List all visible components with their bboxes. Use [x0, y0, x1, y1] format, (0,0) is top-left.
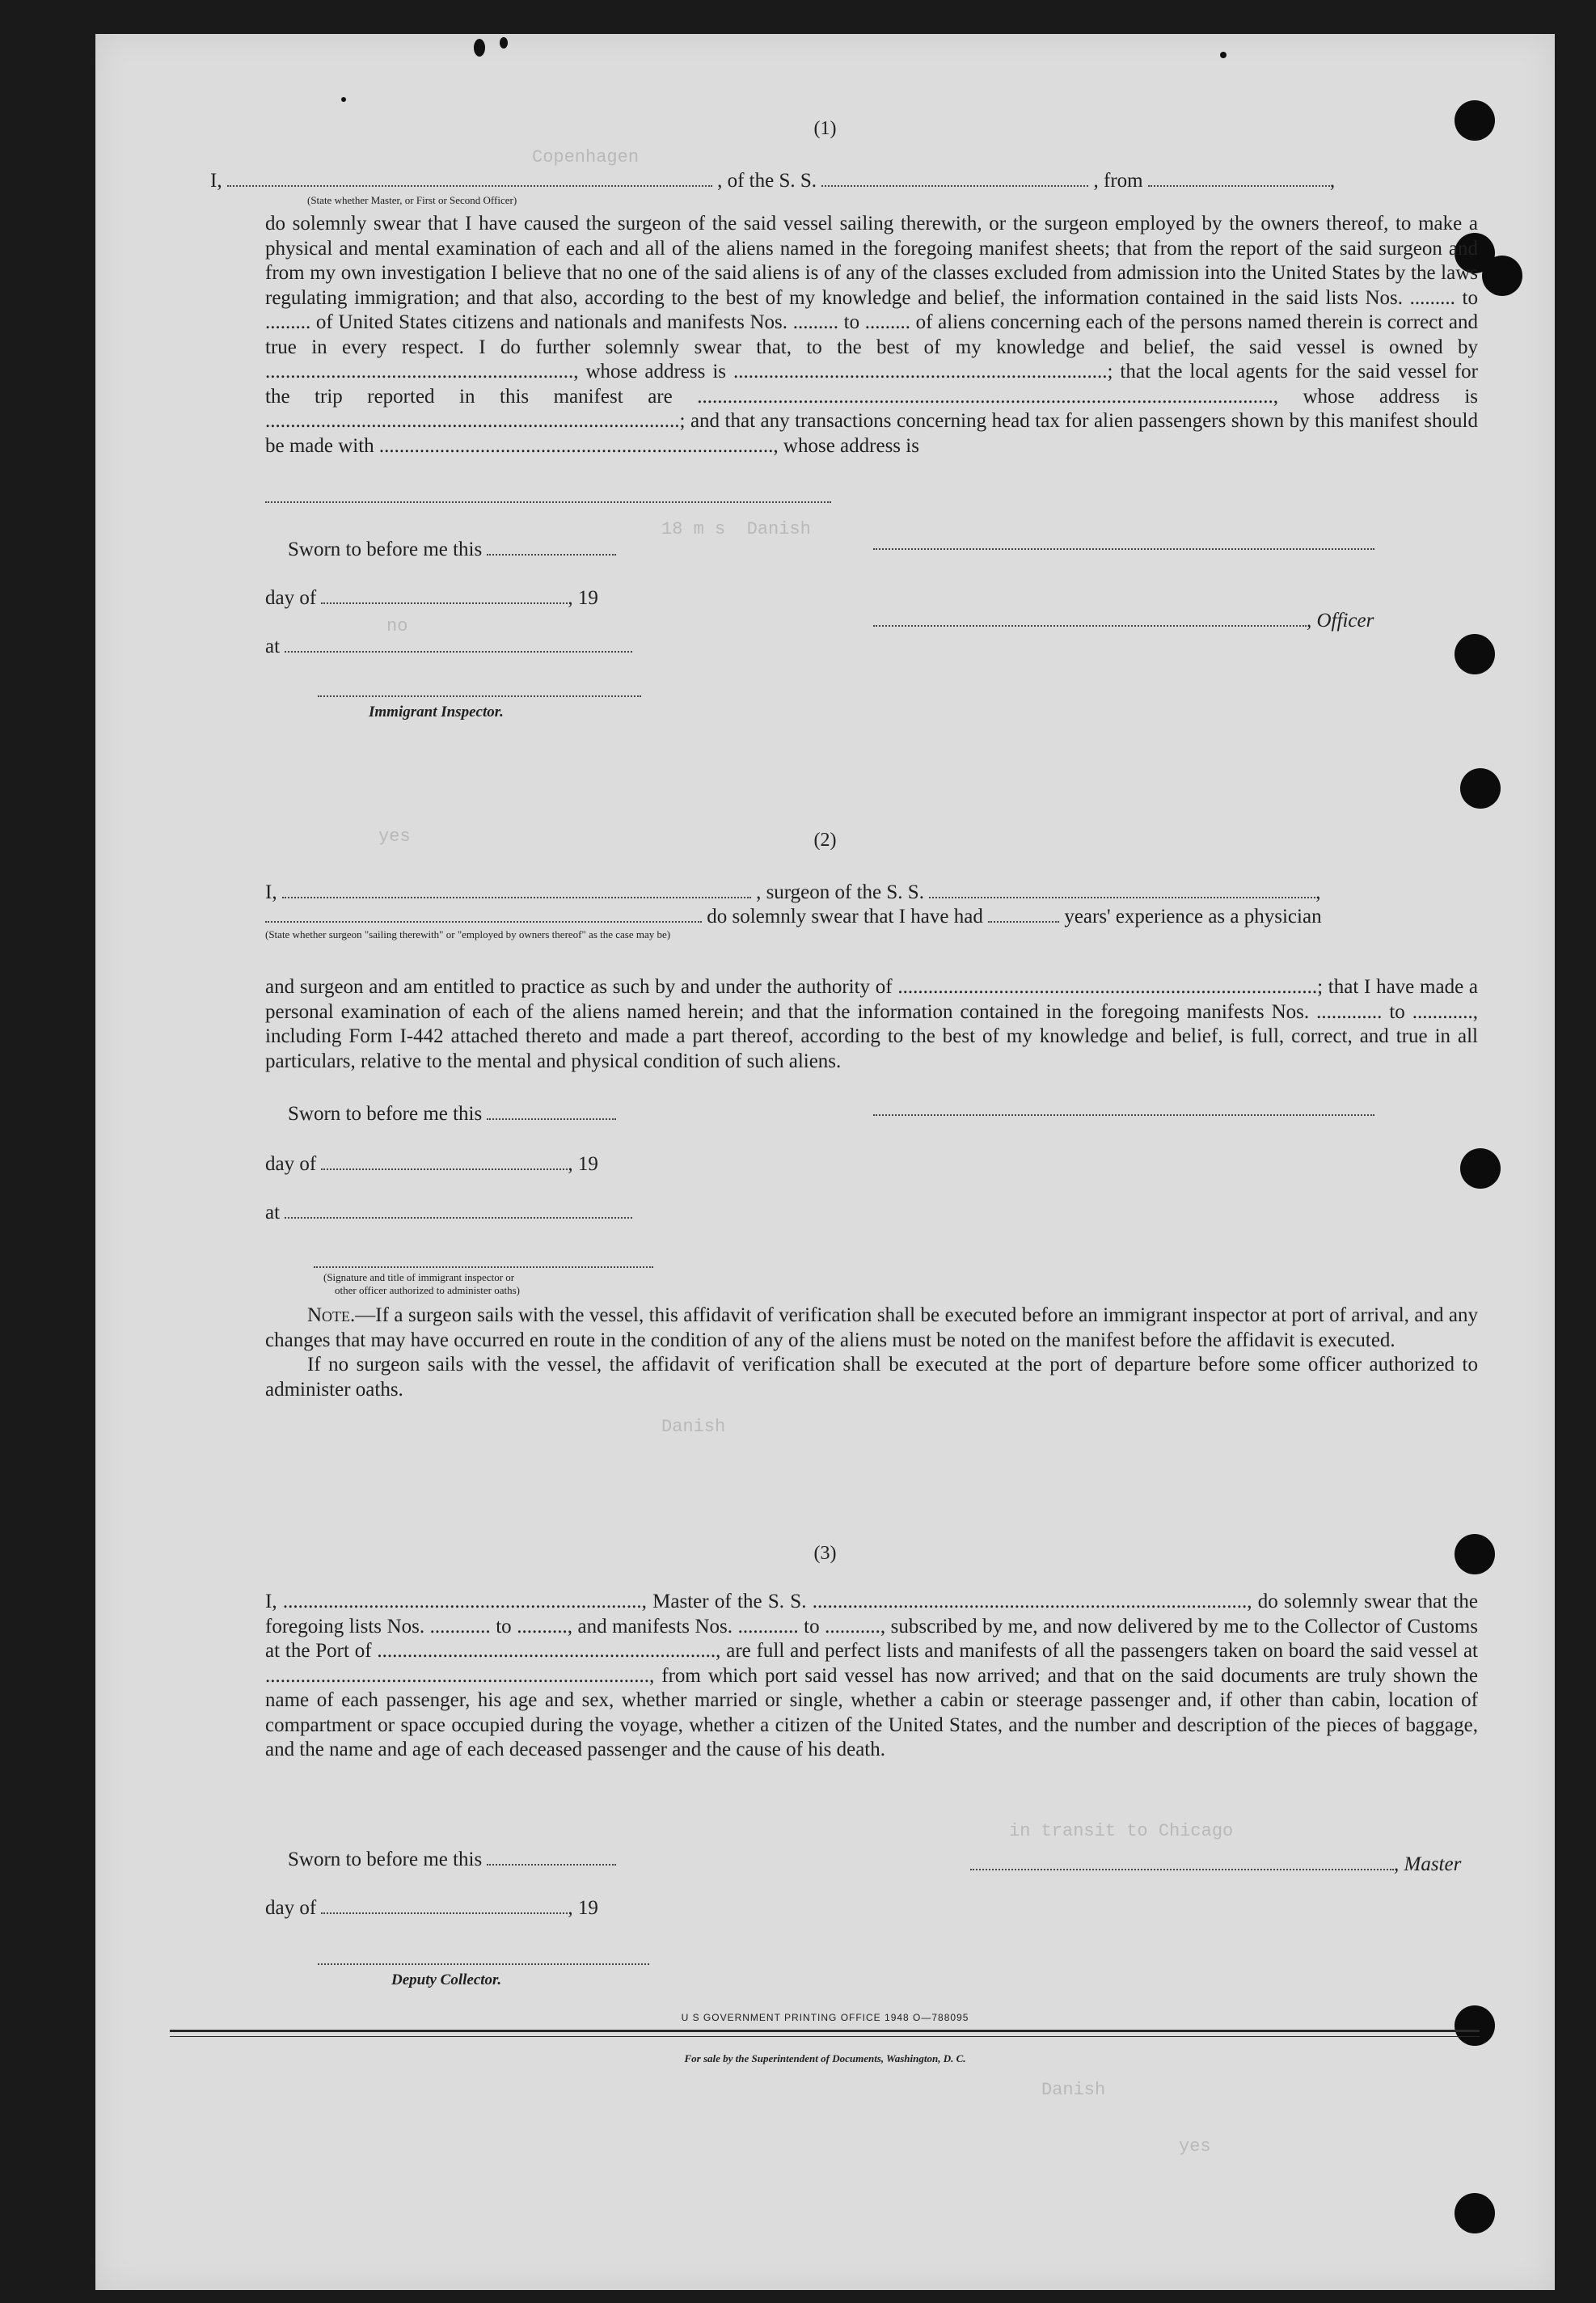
officer-blank	[873, 611, 1307, 627]
at-blank	[285, 636, 632, 653]
officer-line	[873, 610, 1374, 632]
paragraph: do solemnly swear that I have caused the surgeon of the said vessel sailing therewith, or the surgeon employed by the owners thereof, to make a physical and mental examination of each and all of the aliens named in the foregoing manifest sheets; that from the report of the said surgeon and from my own investigation I believe that no one of the said aliens is of any of the classes excluded from admission into the United States by the laws regulating immigration; and that also, according to the best of my knowledge and belief, the information contained in the said lists Nos. ......... to ......... of United States citizens and nationals and manifests Nos. ......... to ......... of aliens concerning each of the persons named therein is correct and true in every respect. I do further solemnly swear that, to the best of my knowledge and belief, the said vessel is owned by ............................................................., whose address is ..........................................................................; that the local agents for the said vessel for the trip reported in this manifest are .................................................................................................................., whose address is ..................................................................................; and that any transactions concerning head tax for alien passengers shown by this manifest should be made with .............................................................................., whose address is	[265, 213, 1478, 457]
day-of-label: day of	[265, 587, 317, 609]
surgeon-signature-line	[873, 1114, 1374, 1116]
section1-oath-text	[265, 212, 1478, 458]
sale-notice: For sale by the Superintendent of Documents, Washington, D. C.	[684, 2052, 966, 2064]
master-label: , Master	[1394, 1853, 1462, 1875]
sworn-line	[288, 539, 616, 561]
bleed-through-text: yes	[378, 826, 411, 847]
punctuation: ,	[1329, 170, 1336, 192]
day-of-label: day of	[265, 1897, 317, 1919]
year-label: , 19	[568, 587, 598, 609]
date-line	[265, 587, 598, 610]
experience-line	[265, 906, 1322, 928]
ink-speck	[1220, 52, 1227, 58]
bleed-through-text: no	[386, 616, 408, 636]
section3-oath-text	[265, 1590, 1478, 1763]
sworn-label: Sworn to before me this	[288, 1103, 483, 1125]
note-body: If no surgeon sails with the vessel, the affidavit of verification shall be executed at the port of departure before some officer authorized to administer oaths.	[265, 1354, 1478, 1401]
vessel-label: , of the S. S.	[717, 170, 817, 192]
punch-hole	[1455, 2193, 1495, 2233]
vessel-blank	[821, 171, 1088, 187]
surgeon-vessel-blank	[929, 882, 1315, 898]
note-paragraph	[265, 1304, 1478, 1353]
printing-office-line: U S GOVERNMENT PRINTING OFFICE 1948 O—788095	[681, 2012, 969, 2023]
experience-label: do solemnly swear that I have had	[707, 906, 983, 928]
field-caption: (State whether Master, or First or Second Officer)	[307, 194, 517, 206]
manifest-affidavit-page	[95, 34, 1555, 2290]
signature-line	[314, 1266, 653, 1268]
master-signature-line	[970, 1853, 1461, 1876]
officer-label: , Officer	[1307, 610, 1374, 632]
sworn-blank	[487, 1104, 616, 1120]
note-body: —If a surgeon sails with the vessel, this affidavit of verification shall be executed before an immigrant inspector at port of arrival, and any changes that may have occurred en route in the condition of any of the aliens must be noted on the manifest before the affidavit is executed.	[265, 1304, 1478, 1351]
sworn-line	[288, 1849, 616, 1871]
bleed-through-text: Danish	[661, 1417, 726, 1437]
sworn-label: Sworn to before me this	[288, 1849, 483, 1870]
ink-speck	[341, 97, 346, 102]
from-blank	[1148, 171, 1330, 187]
bleed-through-text: Danish	[1041, 2080, 1106, 2100]
at-blank	[285, 1202, 632, 1219]
ink-speck	[474, 39, 485, 57]
signature-caption: other officer authorized to administer oaths)	[335, 1284, 520, 1296]
deputy-title: Deputy Collector.	[391, 1971, 502, 1988]
ink-speck	[500, 37, 508, 49]
punch-hole	[1460, 768, 1501, 809]
note-paragraph	[265, 1353, 1478, 1402]
master-declaration-line	[210, 170, 1335, 192]
sworn-label: Sworn to before me this	[288, 539, 483, 560]
from-label: , from	[1093, 170, 1143, 192]
section2-oath-text	[265, 975, 1478, 1074]
bleed-through-text: 18 m s Danish	[661, 519, 811, 539]
section-number: (2)	[813, 830, 837, 851]
section-number: (1)	[813, 118, 837, 139]
paragraph: I, ......................................................................., Master of the S. S. ......................................................................................, do solemnly swear that the foregoing lists Nos. ............ to .........., and manifests Nos. ............ to ..........., subscribed by me, and now delivered by me to the Collector of Customs at the Port of ..................................................................., are full and perfect lists and manifests of all the passengers taken on board the said vessel at ............................................................................, from which port said vessel has now arrived; and that on the said documents are truly shown the name of each passenger, his age and sex, whether married or single, whether a cabin or steerage passenger and, if other than cabin, location of compartment or space occupied during the voyage, whether a citizen of the United States, and the number and description of the pieces of baggage, and the name and age of each deceased passenger and the cause of his death.	[265, 1591, 1478, 1760]
punch-hole	[1460, 1148, 1501, 1189]
year-label: , 19	[568, 1153, 598, 1175]
bleed-through-text: yes	[1179, 2136, 1211, 2157]
at-line	[265, 1202, 632, 1224]
at-label: at	[265, 636, 281, 657]
year-label: , 19	[568, 1897, 598, 1919]
sworn-blank	[487, 539, 616, 556]
bleed-through-text: Copenhagen	[532, 147, 640, 167]
surgeon-declaration-line	[265, 881, 1320, 904]
at-line	[265, 636, 632, 658]
bleed-through-text: in transit to Chicago	[1009, 1821, 1234, 1841]
physician-label: years' experience as a physician	[1064, 906, 1322, 928]
day-of-label: day of	[265, 1153, 317, 1175]
declarant-label: I,	[210, 170, 222, 192]
years-blank	[988, 906, 1059, 923]
note-label: Note.	[307, 1304, 356, 1326]
paragraph: and surgeon and am entitled to practice as such by and under the authority of ...................................................................................; that I have made a personal examination of each of the aliens named herein; and that the information contained in the foregoing manifests Nos. ............. to ............, including Form I-442 attached thereto and made a part thereof, according to the best of my knowledge and belief, is full, correct, and true in all particulars, relative to the mental and physical condition of such aliens.	[265, 976, 1478, 1072]
inspector-signature-line	[318, 695, 641, 697]
footer-rule	[170, 2030, 1480, 2032]
section-number: (3)	[813, 1543, 837, 1564]
sworn-line	[288, 1103, 616, 1126]
surgeon-name-blank	[282, 882, 751, 898]
sworn-blank	[487, 1849, 616, 1866]
date-line	[265, 1897, 598, 1920]
date-line	[265, 1153, 598, 1176]
footer-rule	[170, 2036, 1480, 2037]
master-signature-line-top	[873, 548, 1374, 550]
address-blank	[265, 501, 831, 503]
field-caption: (State whether surgeon "sailing therewith" or "employed by owners thereof" as the case may be)	[265, 928, 671, 940]
master-blank	[970, 1854, 1394, 1870]
deputy-signature-line	[318, 1963, 649, 1965]
inspector-title: Immigrant Inspector.	[369, 704, 504, 720]
note-text	[265, 1304, 1478, 1402]
name-blank	[227, 171, 712, 187]
signature-caption: (Signature and title of immigrant inspector or	[323, 1271, 515, 1283]
punctuation: ,	[1315, 881, 1321, 903]
surgeon-vessel-label: , surgeon of the S. S.	[756, 881, 924, 903]
punch-hole	[1455, 634, 1495, 674]
surgeon-type-blank	[265, 906, 702, 923]
at-label: at	[265, 1202, 281, 1223]
day-blank	[321, 1154, 568, 1170]
day-blank	[321, 1898, 568, 1914]
punch-hole	[1482, 256, 1522, 296]
declarant-label: I,	[265, 881, 277, 903]
day-blank	[321, 588, 568, 604]
